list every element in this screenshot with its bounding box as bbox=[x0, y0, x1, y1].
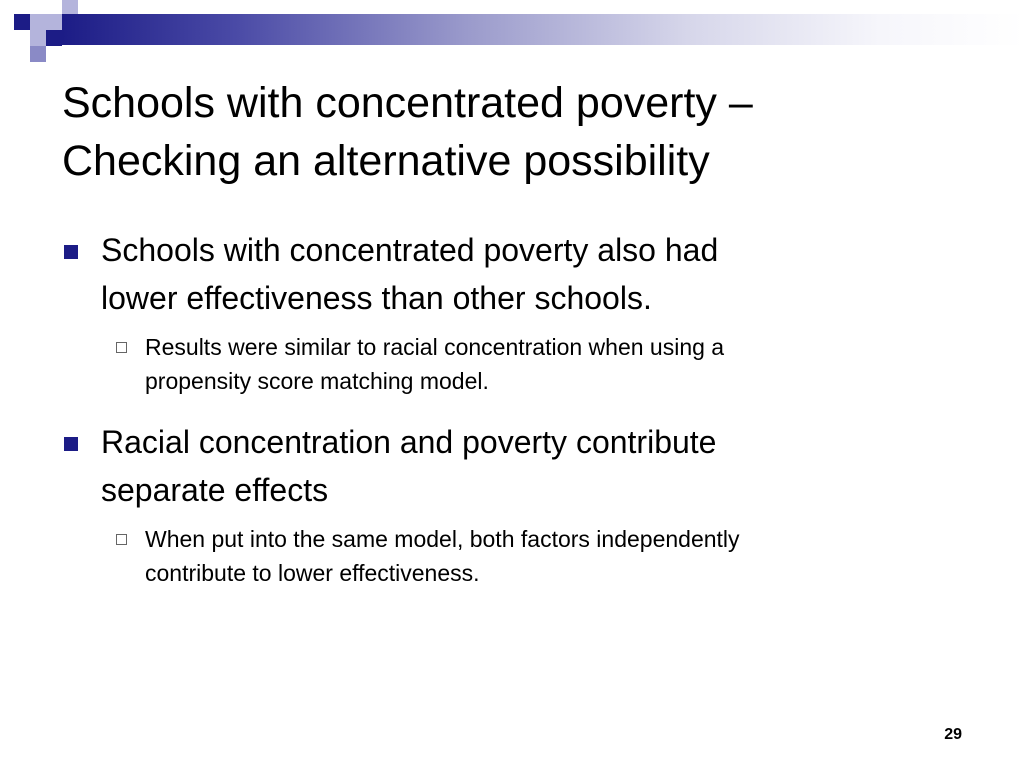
slide-title bbox=[62, 74, 982, 190]
hollow-square-bullet-icon bbox=[116, 342, 127, 353]
sub-bullet-text-line: propensity score matching model. bbox=[145, 368, 489, 394]
hollow-square-bullet-icon bbox=[116, 534, 127, 545]
bullet-text-line: Racial concentration and poverty contribute bbox=[101, 424, 717, 460]
decorative-square bbox=[30, 30, 46, 46]
decorative-square bbox=[14, 14, 30, 30]
sub-bullet-text-line: contribute to lower effectiveness. bbox=[145, 560, 480, 586]
bullet-item bbox=[62, 226, 962, 322]
sub-bullet-text bbox=[145, 330, 962, 398]
decorative-square bbox=[30, 46, 46, 62]
sub-bullet-text-line: Results were similar to racial concentration when using a bbox=[145, 334, 725, 360]
decorative-square bbox=[46, 30, 62, 46]
decorative-square bbox=[30, 14, 46, 30]
slide-body bbox=[62, 226, 962, 590]
decorative-square bbox=[46, 14, 62, 30]
bullet-text-line: Schools with concentrated poverty also had bbox=[101, 232, 719, 268]
sub-bullet-item bbox=[62, 522, 962, 590]
header-gradient-bar bbox=[62, 14, 1024, 45]
bullet-item bbox=[62, 418, 962, 514]
slide-title-line: Schools with concentrated poverty – bbox=[62, 79, 753, 127]
sub-bullet-text bbox=[145, 522, 962, 590]
bullet-text-line: lower effectiveness than other schools. bbox=[101, 280, 652, 316]
square-bullet-icon bbox=[64, 245, 78, 259]
bullet-text bbox=[101, 226, 962, 322]
square-bullet-icon bbox=[64, 437, 78, 451]
sub-bullet-item bbox=[62, 330, 962, 398]
page-number: 29 bbox=[944, 726, 962, 743]
sub-bullet-text-line: When put into the same model, both factors independently bbox=[145, 526, 740, 552]
decorative-square bbox=[62, 0, 78, 14]
bullet-text-line: separate effects bbox=[101, 472, 329, 508]
bullet-text bbox=[101, 418, 962, 514]
slide-title-line: Checking an alternative possibility bbox=[62, 137, 710, 185]
